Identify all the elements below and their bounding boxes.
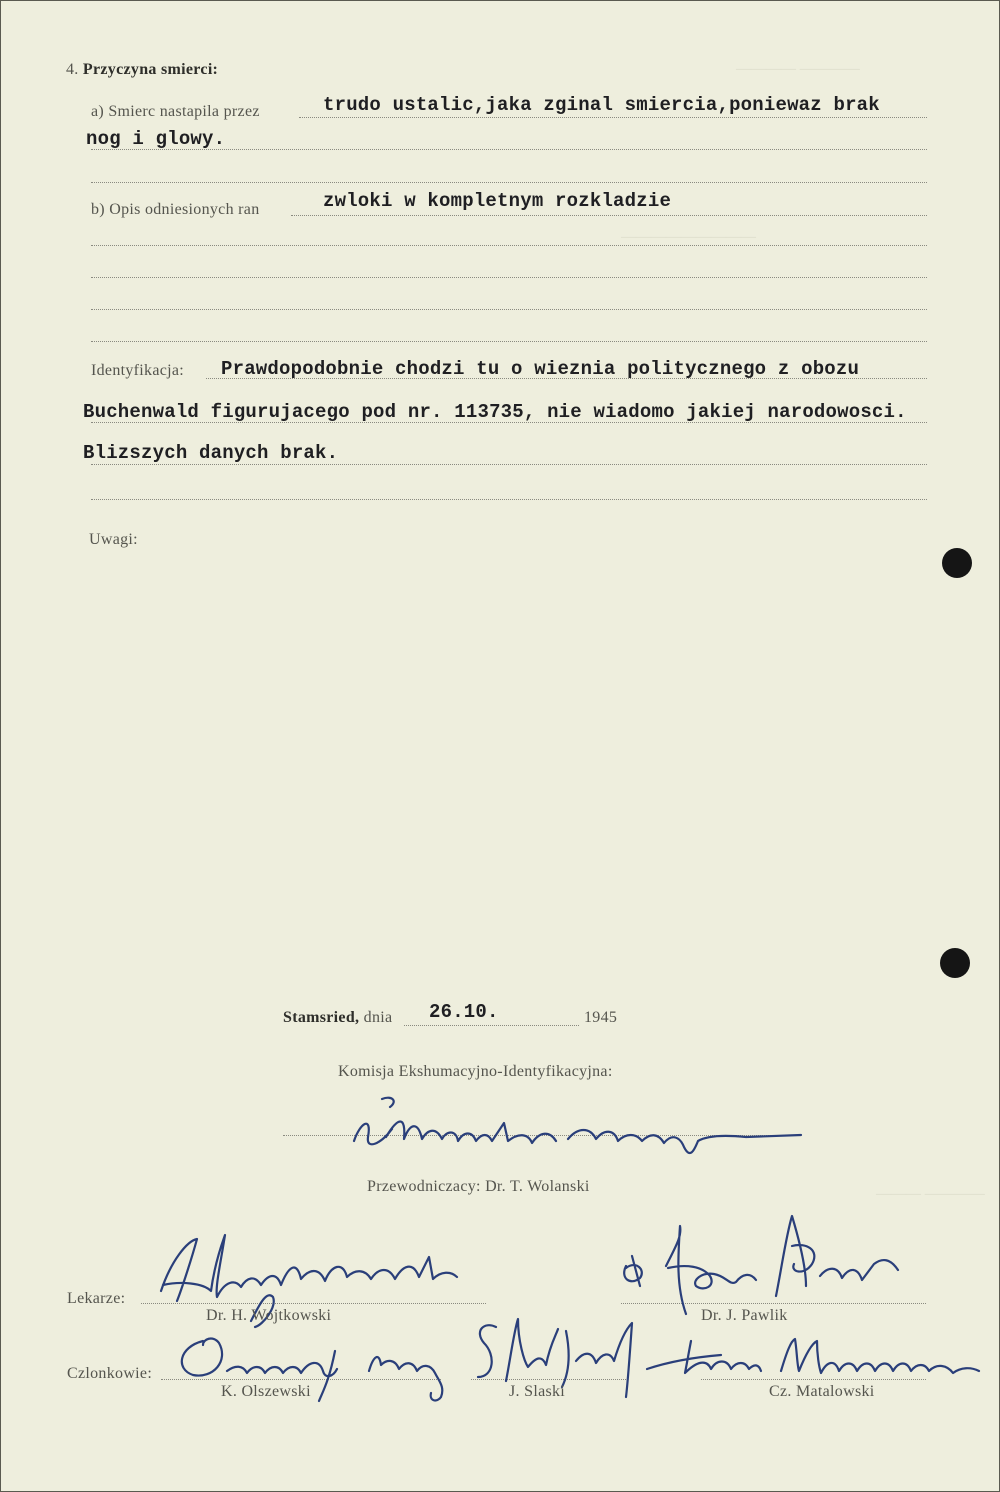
section-number: 4. bbox=[66, 61, 79, 78]
fill-line bbox=[91, 309, 927, 310]
cause-a-label: a) Smierc nastapila przez bbox=[91, 103, 260, 120]
cause-a-text-line2: nog i glowy. bbox=[86, 128, 226, 150]
fill-line bbox=[91, 277, 927, 278]
fill-line bbox=[91, 182, 927, 183]
fill-line bbox=[91, 464, 927, 465]
doctors-label: Lekarze: bbox=[67, 1290, 126, 1307]
date-value: 26.10. bbox=[429, 1001, 499, 1023]
dnia-label: dnia bbox=[363, 1009, 393, 1026]
chair-caption: Przewodniczacy: Dr. T. Wolanski bbox=[367, 1178, 590, 1195]
section-title: Przyczyna smierci: bbox=[82, 61, 219, 78]
remarks-label: Uwagi: bbox=[89, 531, 138, 548]
fill-line bbox=[91, 245, 927, 246]
show-through-text: ————————— bbox=[621, 229, 756, 245]
members-label: Czlonkowie: bbox=[67, 1365, 153, 1382]
member1-signature bbox=[173, 1321, 463, 1406]
chair-signature bbox=[346, 1093, 816, 1165]
commission-title: Komisja Ekshumacyjno-Identyfikacyjna: bbox=[338, 1063, 613, 1080]
member2-caption: J. Slaski bbox=[509, 1383, 566, 1400]
member3-signature bbox=[641, 1321, 986, 1386]
punch-hole bbox=[940, 948, 970, 978]
member1-caption: K. Olszewski bbox=[221, 1383, 311, 1400]
identification-text-line2: Buchenwald figurujacego pod nr. 113735, nie wiadomo jakiej narodowosci. bbox=[83, 401, 907, 423]
identification-text-line3: Blizszych danych brak. bbox=[83, 442, 339, 464]
fill-line bbox=[291, 215, 927, 216]
show-through-text: ——— ———— bbox=[876, 1186, 985, 1202]
fill-line bbox=[91, 341, 927, 342]
fill-line bbox=[91, 499, 927, 500]
place-date-line bbox=[283, 1009, 392, 1027]
section-heading bbox=[66, 61, 218, 79]
fill-line bbox=[91, 422, 927, 423]
show-through-text: ———— ———— bbox=[736, 61, 860, 77]
year-value: 1945 bbox=[584, 1009, 618, 1026]
punch-hole bbox=[942, 548, 972, 578]
place-name: Stamsried, bbox=[283, 1009, 360, 1026]
member3-caption: Cz. Matalowski bbox=[769, 1383, 875, 1400]
doctor2-caption: Dr. J. Pawlik bbox=[701, 1307, 788, 1324]
fill-line bbox=[91, 149, 927, 150]
doctor1-caption: Dr. H. Wojtkowski bbox=[206, 1307, 332, 1324]
cause-a-text-line1: trudo ustalic,jaka zginal smiercia,poniewaz brak bbox=[323, 94, 880, 116]
identification-label: Identyfikacja: bbox=[91, 362, 185, 379]
identification-text-line1: Prawdopodobnie chodzi tu o wieznia politycznego z obozu bbox=[221, 358, 860, 380]
cause-b-label: b) Opis odniesionych ran bbox=[91, 201, 260, 218]
fill-line bbox=[299, 117, 927, 118]
cause-b-text-line1: zwloki w kompletnym rozkladzie bbox=[323, 190, 672, 212]
fill-line bbox=[404, 1025, 579, 1026]
